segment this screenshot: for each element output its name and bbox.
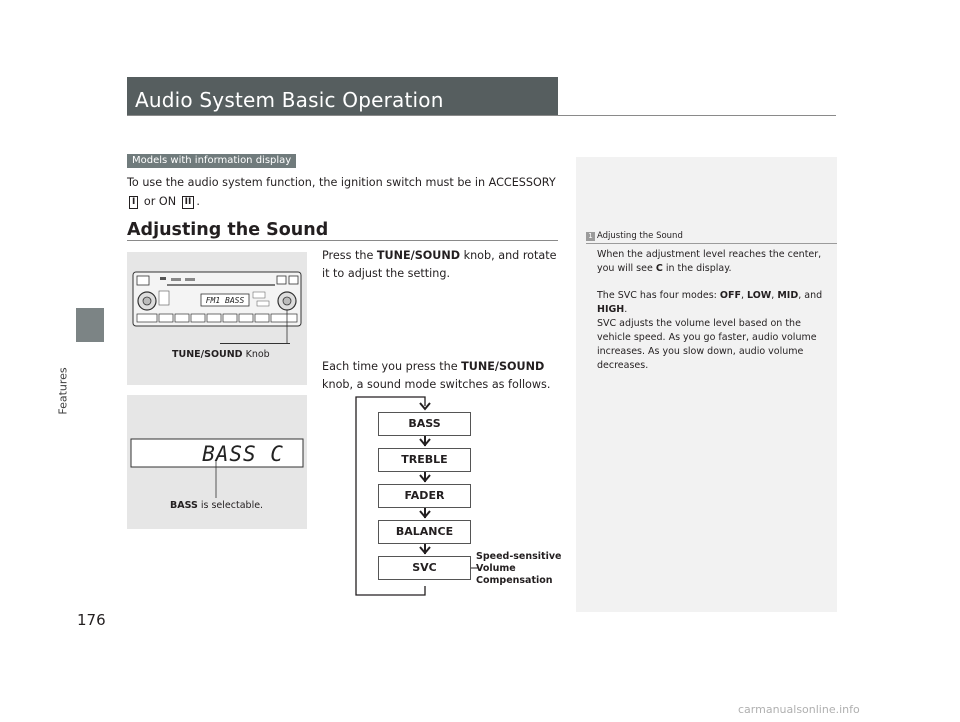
note-heading: [586, 231, 683, 241]
header-divider: [127, 115, 836, 116]
instruction-paragraph-2: [322, 358, 562, 394]
page-number: 176: [77, 611, 106, 629]
figure2-caption-rest: is selectable.: [197, 500, 264, 511]
instruction-paragraph-1: [322, 247, 557, 283]
figure2-caption-bold: BASS: [170, 500, 198, 511]
figure1-caption-rest: Knob: [242, 349, 270, 360]
svc-mode-mid: MID: [777, 290, 799, 301]
note-p2-sep2: ,: [771, 290, 778, 301]
figure2-caption: [170, 500, 263, 511]
intro-paragraph: [127, 173, 567, 211]
note-p1-prefix: When the adjustment level reaches the center, you will see: [597, 249, 822, 274]
section-label: Features: [56, 367, 70, 415]
intro-text-end: .: [196, 195, 200, 208]
section-heading: Adjusting the Sound: [127, 220, 329, 240]
intro-text: To use the audio system function, the ignition switch must be in ACCESSORY: [127, 176, 556, 189]
note-p2-sep3: , and: [798, 290, 823, 301]
para1-knob-name: TUNE/SOUND: [376, 249, 461, 262]
mode-box-balance: BALANCE: [378, 520, 471, 544]
svc-mode-off: OFF: [719, 290, 741, 301]
svc-caption-line-2: Volume: [476, 563, 516, 574]
svc-caption-line-3: Compensation: [476, 575, 553, 586]
page-title: Audio System Basic Operation: [135, 88, 444, 112]
note-paragraph-2: [597, 289, 829, 317]
note-paragraph-1: [597, 248, 829, 276]
intro-text-middle: or ON: [140, 195, 180, 208]
figure1-caption-bold: TUNE/SOUND: [172, 349, 243, 360]
note-paragraph-3: SVC adjusts the volume level based on the vehicle speed. As you go faster, audio volume increases. As you slow down, audio volume decreases.: [597, 318, 817, 371]
note-body: [597, 248, 829, 386]
svc-caption-line-1: Speed-sensitive: [476, 551, 562, 562]
note-p2-sep1: ,: [740, 290, 748, 301]
mode-box-bass: BASS: [378, 412, 471, 436]
watermark: carmanualsonline.info: [738, 703, 860, 716]
section-divider: [127, 240, 558, 241]
para2-suffix: knob, a sound mode switches as follows.: [322, 378, 551, 391]
audio-unit-illustration: [127, 252, 307, 385]
mode-box-treble: TREBLE: [378, 448, 471, 472]
para1-prefix: Press the: [322, 249, 377, 262]
note-p1-bold: C: [655, 263, 663, 274]
para1-suffix: knob, and rotate it to adjust the setting.: [322, 249, 557, 280]
para2-prefix: Each time you press the: [322, 360, 462, 373]
unit-display-text: FM1 BASS: [205, 296, 245, 305]
ignition-key-on: II: [182, 196, 195, 209]
figure1-caption: [172, 349, 270, 360]
section-tab-marker: [76, 308, 104, 342]
note-p2-prefix: The SVC has four modes:: [597, 290, 720, 301]
svc-caption: [476, 551, 561, 587]
note-p2-suffix: .: [624, 304, 628, 315]
ignition-key-accessory: I: [129, 196, 138, 209]
model-badge: Models with information display: [127, 154, 296, 168]
note-divider: [586, 243, 837, 244]
note-p1-suffix: in the display.: [662, 263, 732, 274]
display-readout-text: BASS C: [202, 442, 284, 466]
note-title: Adjusting the Sound: [597, 231, 683, 241]
para2-knob-name: TUNE/SOUND: [461, 360, 545, 373]
mode-box-svc: SVC: [378, 556, 471, 580]
mode-box-fader: FADER: [378, 484, 471, 508]
audio-unit-drawing: [127, 252, 307, 385]
svc-mode-high: HIGH: [597, 304, 625, 315]
svc-mode-low: LOW: [747, 290, 772, 301]
note-number-badge: 1: [586, 232, 595, 241]
